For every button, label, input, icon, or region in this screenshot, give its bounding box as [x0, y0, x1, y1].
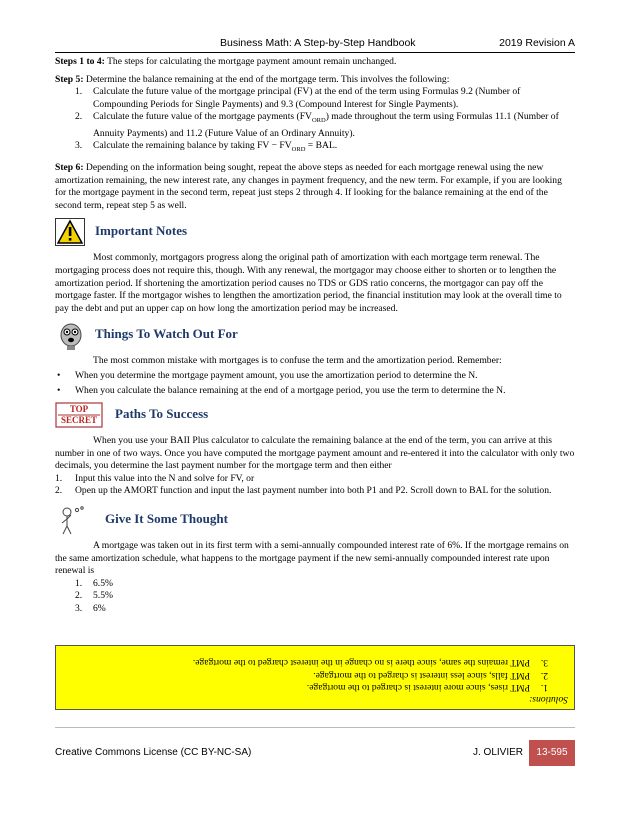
thought-text: A mortgage was taken out in its first term with a semi-annually compounded interest rate of 6%. If the mortgage remains on the same amortization schedule, what happens to the mortgage payment if the new semi-annually compounded interest rate upon renewal is	[55, 540, 569, 577]
list-item: 3. 6%	[75, 603, 106, 615]
list-item: 2. Calculate the future value of the mortgage payments $(FV_{ORD})$ made throughout the term using Formulas 11.1 (Number of Annuity Payments) and 11.2 (Future Value of an Ordinary Annuity).	[75, 111, 559, 139]
main-content	[55, 56, 575, 616]
list-item: 2. Open up the AMORT function and input the last payment number into both P1 and P2. Scroll down to BAL for the solution.	[55, 485, 552, 497]
section-title: Important Notes	[95, 223, 188, 239]
list-item: 3. PMT remains the same, since there is no change in the interest charged to the mortgage.	[192, 657, 548, 669]
important-notes-text: Most commonly, mortgagors progress along the original path of amortization with each mortgage term renewal. The mortgaging process does not require this, though. With any renewal, the mortgagor may choose either to shorten or to lengthen the amortization period. If shortening the amortization period causes no TDS or GDS ratio concerns, the mortgagor can pay off the mortgage faster. If the mortgagor wishes to lengthen the amortization period, the financial institution may look at the overall time to pay the debt and put an upper cap on how long the amortization period may be increased.	[55, 252, 562, 314]
page-number: 13-595	[529, 740, 575, 766]
section-title: Give It Some Thought	[105, 511, 228, 527]
page-footer	[55, 740, 575, 766]
footer-rule	[55, 727, 575, 728]
important-notes-heading	[55, 218, 575, 246]
step-6: Step 6: Depending on the information being sought, repeat the above steps as needed for each mortgage renewal using the new amortization remaining, the new interest rate, any changes in payment frequency, and the new term. For example, if you are looking for the mortgage payment in the second term, repeat just steps 2 through 4. If looking for the balance remaining at the end of the second term, repeat step 5 as well.	[55, 161, 562, 211]
list-item: 1. PMT rises, since more interest is charged to the mortgage.	[306, 681, 548, 693]
thought-options	[55, 578, 575, 616]
list-item: 3. Calculate the remaining balance by taking FV − $FV_{ORD}$ = BAL.	[75, 140, 338, 154]
section-title: Paths To Success	[115, 406, 209, 422]
header-rule	[55, 52, 575, 53]
solutions-upside-down	[56, 646, 574, 709]
watch-intro: The most common mistake with mortgages is to confuse the term and the amortization period. Remember:	[93, 355, 502, 367]
warning-icon	[55, 218, 85, 251]
step-5: Step 5: Determine the balance remaining at the end of the mortgage term. This involves the following:	[55, 73, 450, 85]
list-item: 1. Input this value into the N and solve for FV, or	[55, 472, 255, 484]
stamp-secret: SECRET	[60, 415, 97, 426]
section-title: Things To Watch Out For	[95, 326, 238, 342]
paths-text: When you use your BAII Plus calculator to calculate the remaining balance at the end of the term, you can arrive at this number in one of two ways. Once you have computed the mortgage payment amount and re-entered it into the calculator with only two decimals, you determine the last payment number for the mortgage term and then either	[55, 435, 575, 472]
top-secret-stamp-icon	[55, 401, 103, 434]
step-5-list	[55, 86, 575, 157]
book-title: Business Math: A Step-by-Step Handbook	[220, 37, 416, 49]
list-item: 2. PMT falls, since less interest is charged to the mortgage.	[313, 669, 548, 681]
list-item: 1. Calculate the future value of the mortgage principal (FV) at the end of the term using Formulas 9.2 (Number of Compounding Periods for Single Payments) and 9.3 (Compound Interest for Single Payments).	[75, 86, 521, 110]
list-item: • When you determine the mortgage payment amount, you use the amortization period to determine the N.	[55, 370, 575, 383]
paths-list	[55, 473, 575, 498]
list-item: 2. 5.5%	[75, 590, 113, 602]
list-item: • When you calculate the balance remaining at the end of a mortgage period, you use the term to determine the N.	[55, 385, 575, 398]
solutions-label: Solutions:	[529, 694, 568, 705]
revision-label: 2019 Revision A	[499, 37, 575, 49]
steps-1-4: Steps 1 to 4: The steps for calculating the mortgage payment amount remain unchanged.	[55, 56, 397, 67]
thinking-figure-icon	[55, 506, 91, 541]
list-item: 1. 6.5%	[75, 577, 113, 589]
license-text: Creative Commons License (CC BY-NC-SA)	[55, 747, 252, 758]
thought-heading	[55, 506, 575, 534]
worried-face-icon	[55, 321, 87, 356]
solutions-box	[55, 645, 575, 710]
paths-heading	[55, 401, 575, 429]
watch-out-heading	[55, 321, 575, 349]
page-header	[55, 37, 575, 51]
watch-bullets	[55, 370, 575, 397]
author-name: J. OLIVIER	[472, 747, 523, 758]
stamp-top: TOP	[69, 404, 89, 415]
solutions-list	[62, 656, 568, 693]
